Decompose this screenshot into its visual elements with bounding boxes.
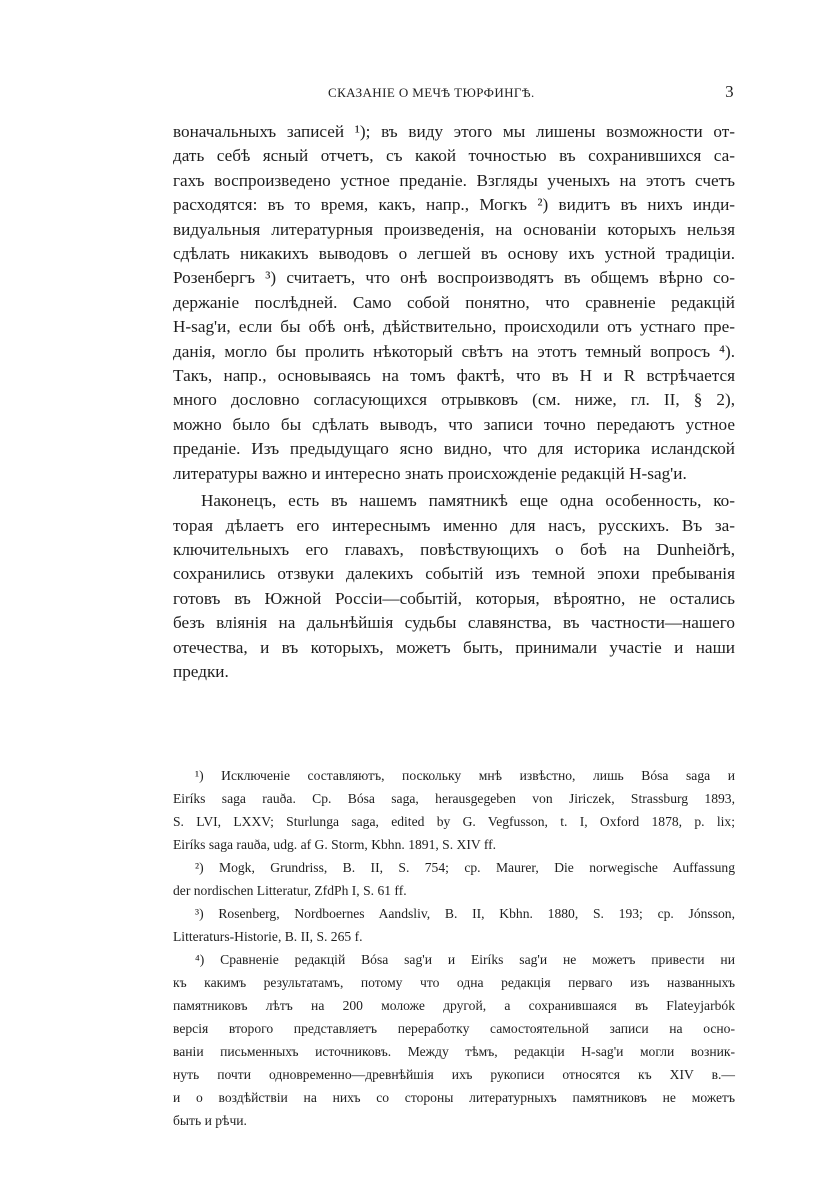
running-title: СКАЗАНІЕ О МЕЧѢ ТЮРФИНГѢ. <box>328 85 535 100</box>
text-line: отечества, и въ которыхъ, можетъ быть, принимали участіе и наши <box>173 637 735 657</box>
footnotes <box>173 764 735 1132</box>
footnote-line: Eiríks saga rauða, udg. af G. Storm, Kbhn. 1891, S. XIV ff. <box>173 837 497 852</box>
footnote-line: Eiríks saga rauða. Cp. Bósa saga, herausgegeben von Jiriczek, Strassburg 1893, <box>173 791 735 806</box>
paragraph-2 <box>173 489 735 684</box>
footnote-3 <box>173 902 735 948</box>
text-line: Такъ, напр., основываясь на томъ фактѣ, что въ H и R встрѣчается <box>173 366 735 386</box>
text-line: расходятся: въ то время, какъ, напр., Могкъ ²) видитъ въ нихъ инди- <box>173 195 735 215</box>
footnote-line: къ какимъ результатамъ, потому что одна редакція перваго изъ названныхъ <box>173 975 735 990</box>
text-line: дать себѣ ясный отчетъ, съ какой точностью въ сохранившихся са- <box>173 146 735 166</box>
footnote-4 <box>173 948 735 1132</box>
text-line: безъ вліянія на дальнѣйшія судьбы славянства, въ частности—нашего <box>173 613 735 633</box>
footnote-line: памятниковъ лѣтъ на 200 моложе другой, а сохранившаяся въ Flateyjarbók <box>173 998 735 1013</box>
text-line: держаніе послѣдней. Само собой понятно, что сравненіе редакцій <box>173 292 735 312</box>
footnote-line: S. LVI, LXXV; Sturlunga saga, edited by G. Vegfusson, t. I, Oxford 1878, p. lix; <box>173 814 735 829</box>
text-line: много дословно согласующихся отрывковъ (см. ниже, гл. II, § 2), <box>173 390 735 410</box>
text-line: сохранились отзвуки далекихъ событій изъ темной эпохи пребыванія <box>173 564 735 584</box>
text-line: готовъ въ Южной Россіи—событій, которыя, вѣроятно, не остались <box>173 588 735 608</box>
text-line: литературы важно и интересно знать происхожденіе редакцій H-sag'и. <box>173 463 687 483</box>
text-line: можно было бы сдѣлать выводъ, что записи точно передаютъ устное <box>173 414 735 434</box>
text-line: Розенбергъ ³) считаетъ, что онѣ воспроизводятъ въ общемъ вѣрно со- <box>173 268 735 288</box>
text-line: воначальныхъ записей ¹); въ виду этого мы лишены возможности от- <box>173 122 735 141</box>
text-line: предки. <box>173 661 229 681</box>
footnote-line: ваніи письменныхъ источниковъ. Между тѣмъ, редакціи H-sag'и могли возник- <box>173 1044 735 1059</box>
text-line: Наконецъ, есть въ нашемъ памятникѣ еще одна особенность, ко- <box>201 491 735 511</box>
text-line: видуальныя литературныя произведенія, на основаніи которыхъ нельзя <box>173 219 735 239</box>
footnote-line: der nordischen Litteratur, ZfdPh I, S. 61 ff. <box>173 883 407 898</box>
page-number: 3 <box>725 82 734 101</box>
text-line: преданіе. Изъ предыдущаго ясно видно, что для историка исландской <box>173 439 735 459</box>
running-header <box>300 82 740 105</box>
footnote-line: и о воздѣйствіи на нихъ со стороны литературныхъ памятниковъ не можетъ <box>173 1090 735 1105</box>
text-line: сдѣлать никакихъ выводовъ о легшей въ основу ихъ устной традиціи. <box>173 244 735 264</box>
text-line: гахъ воспроизведено устное преданіе. Взгляды ученыхъ на этотъ счетъ <box>173 170 735 190</box>
text-line: H-sag'и, если бы обѣ онѣ, дѣйствительно, происходили отъ устнаго пре- <box>173 317 735 337</box>
paragraph-1 <box>173 120 735 486</box>
footnote-1 <box>173 764 735 856</box>
footnote-line: нуть почти одновременно—древнѣйшія ихъ рукописи относятся къ XIV в.— <box>173 1067 735 1082</box>
main-text <box>173 120 735 684</box>
footnote-line: ²) Mogk, Grundriss, B. II, S. 754; cp. Maurer, Die norwegische Auffassung <box>195 860 735 875</box>
footnote-line: ³) Rosenberg, Nordboernes Aandsliv, B. II, Kbhn. 1880, S. 193; cp. Jónsson, <box>195 906 735 921</box>
footnote-line: ⁴) Сравненіе редакцій Bósa sag'и и Eiríks sag'и не можетъ привести ни <box>195 952 735 967</box>
text-line: ключительныхъ его главахъ, повѣствующихъ о боѣ на Dunheiðrѣ, <box>173 539 735 559</box>
footnote-line: версія второго представляетъ переработку самостоятельной записи на осно- <box>173 1021 735 1036</box>
text-line: данія, могло бы пролить нѣкоторый свѣтъ на этотъ темный вопросъ ⁴). <box>173 341 735 361</box>
footnote-line: быть и рѣчи. <box>173 1113 247 1128</box>
footnote-2 <box>173 856 735 902</box>
text-line: торая дѣлаетъ его интереснымъ именно для насъ, русскихъ. Въ за- <box>173 515 735 535</box>
footnote-line: ¹) Исключеніе составляютъ, поскольку мнѣ извѣстно, лишь Bósa saga и <box>195 768 735 783</box>
footnote-line: Litteraturs-Historie, B. II, S. 265 f. <box>173 929 363 944</box>
